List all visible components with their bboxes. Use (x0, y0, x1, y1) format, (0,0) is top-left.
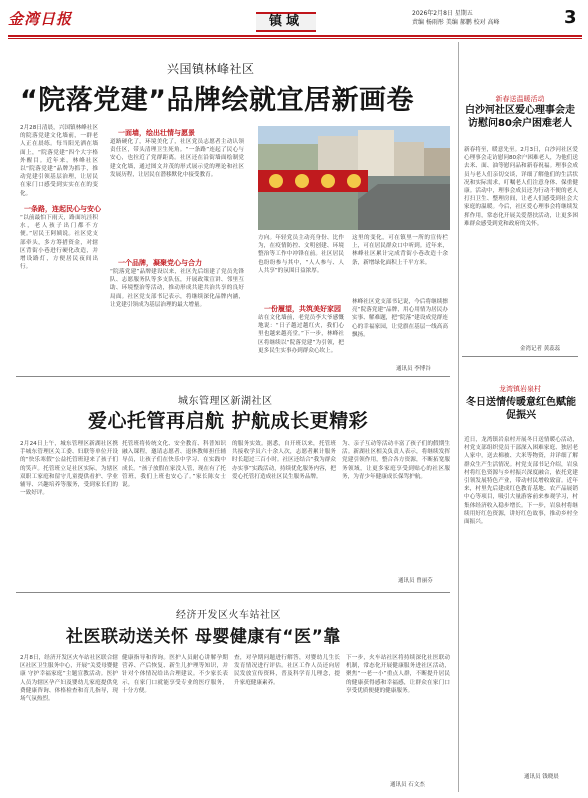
article3-col2: 健康指导和咨询。医护人员耐心讲解孕期营养、产后恢复、新生儿护理等知识，并针对个体情况给出合理建议。不少家长表示，在家门口就能享受专业的医疗服务，十分方便。 (122, 655, 228, 694)
sidebar-divider-h (462, 356, 578, 357)
article-divider-1 (16, 376, 450, 377)
sidebar-top-byline: 金湾记者 黄蕊蕊 (520, 346, 561, 352)
article2-headline: 爱心托管再启航 护航成长更精彩 (88, 410, 369, 432)
article1-col2: 道路硬化了，环境美化了，社区党员志愿者主动认领责任区，带头清理卫生死角。“一条路”连起了民心与安心，也拉近了党群距离。社区还在沿街墙面绘制党建文化墙，通过图文并茂的形式展示党的理论和社区发展历程，让居民在潜移默化中接受教育。 (110, 139, 244, 178)
article1-photo (258, 126, 450, 230)
sidebar-bottom-kicker: 龙湾镇岩泉村 (499, 385, 541, 393)
article3-col1: 2月8日，经济开发区火车站社区联合辖区社区卫生服务中心，开展“关爱母婴健康 守护幸福家庭”主题宣教活动。医护人员为辖区孕产妇及婴幼儿家庭提供免费健康咨询、体格检查和育儿指导，现场气氛热烈。 (20, 655, 118, 703)
article1-col2b: “院落党建”品牌建设以来，社区先后组建了党员先锋队、志愿服务队等多支队伍，开展政策宣讲、邻里互助、环境整治等活动，推动形成共建共治共享的良好局面。社区党支部书记表示，将继续深化品牌内涵，让党建引领成为基层治理的最大增量。 (110, 269, 244, 308)
page-header (8, 4, 582, 36)
masthead-logo: 金湾日报 (8, 10, 73, 28)
article3-col4: 下一步，火车站社区将持续深化社医联动机制，常态化开展健康服务进社区活动，聚焦“一老一小”重点人群，不断提升居民的健康获得感和幸福感，让群众在家门口享受优质便捷的健康服务。 (346, 655, 450, 694)
article2-col3: 的服务实效。据悉，自开班以来，托管班共接收学员六十余人次，志愿者累计服务时长超过三百小时。社区还结合“我为群众办实事”实践活动，持续优化服务内容，把爱心托管打造成社区民生服务品牌。 (232, 441, 336, 480)
article2-col2: 托管班将传统文化、安全教育、科普知识融入课程，邀请志愿者、退休教师担任辅导员，让孩子们在快乐中学习、在实践中成长。“孩子放假在家没人管，现在有了托管班，我们上班也安心了。”家长陈女士说。 (122, 441, 226, 489)
article1-col4: 这里的变化，可在镇里一所的宣传栏上，可在居民群众口中听到。近年来，林峰社区累计完成背街小巷改造十余条，新增绿化面积上千平方米。 (352, 235, 448, 266)
article1-col1b: “以前最怕下雨天，路面坑洼积水，老人孩子出门都不方便。”居民王阿姨说。社区党支部牵头，多方筹措资金，对辖区背街小巷进行硬化改造，并增设路灯，方便居民夜间出行。 (20, 215, 98, 271)
sidebar-top-title: 白沙河社区爱心理事会走访慰问80余户困难老人 (465, 105, 575, 129)
sidebar-divider (458, 42, 459, 792)
article1-subhead-4: 一份履望，共筑美好家园 (264, 305, 341, 313)
article2-byline: 通讯员 曾丽芬 (398, 578, 433, 584)
page-number: 3 (564, 7, 577, 28)
sidebar-bottom-byline: 通讯员 钱晓晨 (524, 774, 559, 780)
sidebar-bottom-title: 冬日送情传暖意红色赋能促振兴 (466, 397, 576, 421)
article3-col3: 查，对孕期问题进行解答，对婴幼儿生长发育情况进行评估。社区工作人员还向居民发放宣传资料，普及科学育儿理念，提升家庭健康素养。 (234, 655, 340, 686)
article3-byline: 通讯员 石文杰 (390, 782, 425, 788)
article1-kicker: 兴国镇林峰社区 (167, 62, 255, 76)
article1-subhead-2: 一面墙，绘出壮情与愿景 (118, 129, 195, 137)
article2-col1: 2月24日上午，城东管理区新湖社区携手城东管理区关工委、妇联等单位开设的“快乐寒假”公益托管班迎来了孩子们的笑声。托管班立足社区实际，为辖区双职工家庭和留守儿童提供看护、学业辅导、兴趣培养等服务，受到家长们的一致好评。 (20, 441, 118, 497)
date-line: 2026年2月8日 星期五 (412, 10, 473, 17)
article1-col3: 方向。年轻党员主动亮身份、比作为，在疫情防控、文明创建、环境整治等工作中冲锋在前。社区居民也纷纷参与其中，“人人参与、人人共享”的氛围日益浓厚。 (258, 235, 344, 274)
article1-byline: 通讯员 李博谷 (396, 366, 431, 372)
article3-kicker: 经济开发区火车站社区 (176, 610, 281, 621)
editor-line: 责编 杨雨彤 美编 郝鹏 校对 高峰 (412, 19, 500, 26)
article1-col3b: 站在文化墙前，老党员李大爷感慨地说：“日子越过越红火，我们心里也越来越亮堂。”下一步，林峰社区将继续以“院落党建”为引领，把更多民生实事办到群众心坎上。 (258, 315, 344, 354)
header-rule-thin (8, 38, 582, 39)
street-photo-illustration (258, 126, 450, 230)
article3-headline: 社医联动送关怀 母婴健康有“医”靠 (66, 627, 341, 647)
article1-col4b: 林峰社区党支部书记说，今后将继续擦亮“院落党建”品牌，用心用情为居民办实事、解难题，把“院落”建设成党群连心的幸福家园，让党旗在基层一线高高飘扬。 (352, 299, 448, 338)
article1-subhead-3: 一个品牌，凝聚党心与合力 (118, 259, 202, 267)
article2-kicker: 城东管理区新湖社区 (178, 396, 273, 407)
header-rule (8, 35, 582, 37)
sidebar-top-text: 新春将至，暖意先至。2月3日，白沙河社区爱心理事会走访慰问80余户困难老人，为他们送去米、面、油等慰问品和新春祝福。理事会成员与老人们亲切交谈，详细了解他们的生活状况和实际需求，叮嘱老人们注意身体、保重健康。活动中，理事会成员还为行动不便的老人打扫卫生、整理房间，让老人们感受到社会大家庭的温暖。今后，社区爱心理事会将继续发挥作用，常态化开展关爱帮扶活动，让更多困难群众感受到党和政府的关怀。 (464, 147, 578, 227)
sidebar-top-kicker: 新春送温暖活动 (495, 95, 545, 103)
article1-subhead-1: 一条路，连起民心与安心 (24, 205, 101, 213)
article2-col4: 为、亲子互动等活动丰富了孩子们的假期生活。新湖社区相关负责人表示，将继续发挥党建引领作用，整合各方资源，不断拓宽服务领域，让更多家庭享受到贴心的社区服务，为青少年健康成长保驾护航。 (342, 441, 450, 480)
article1-col1: 2月28日清晨，兴国镇林峰社区的院落党建文化墙前，一群老人正在晨练。每当阳光洒在墙面上，“院落党建”四个大字格外醒目。近年来，林峰社区以“院落党建”品牌为抓手，推动党建引领基层治理，让居民在家门口感受到实实在在的变化。 (20, 125, 98, 197)
article1-headline: “院落党建”品牌绘就宜居新画卷 (20, 85, 414, 116)
sidebar-bottom-text: 近日，龙湾镇岩泉村开展冬日送情暖心活动，村党支部组织党员干部深入困难家庭、独居老人家中，送去棉被、大米等物资，并详细了解群众生产生活情况。村党支部书记介绍，岩泉村将红色资源与乡村振兴深度融合，依托党建引领发展特色产业，带动村民增收致富。近年来，村里先后建成红色教育基地、农产品展销中心等项目，吸引大量游客前来参观学习，村集体经济收入稳步增长。下一步，岩泉村将继续用好红色资源，讲好红色故事，推动乡村全面振兴。 (464, 437, 578, 526)
article-divider-2 (16, 592, 450, 593)
section-title: 镇域 (256, 12, 316, 32)
